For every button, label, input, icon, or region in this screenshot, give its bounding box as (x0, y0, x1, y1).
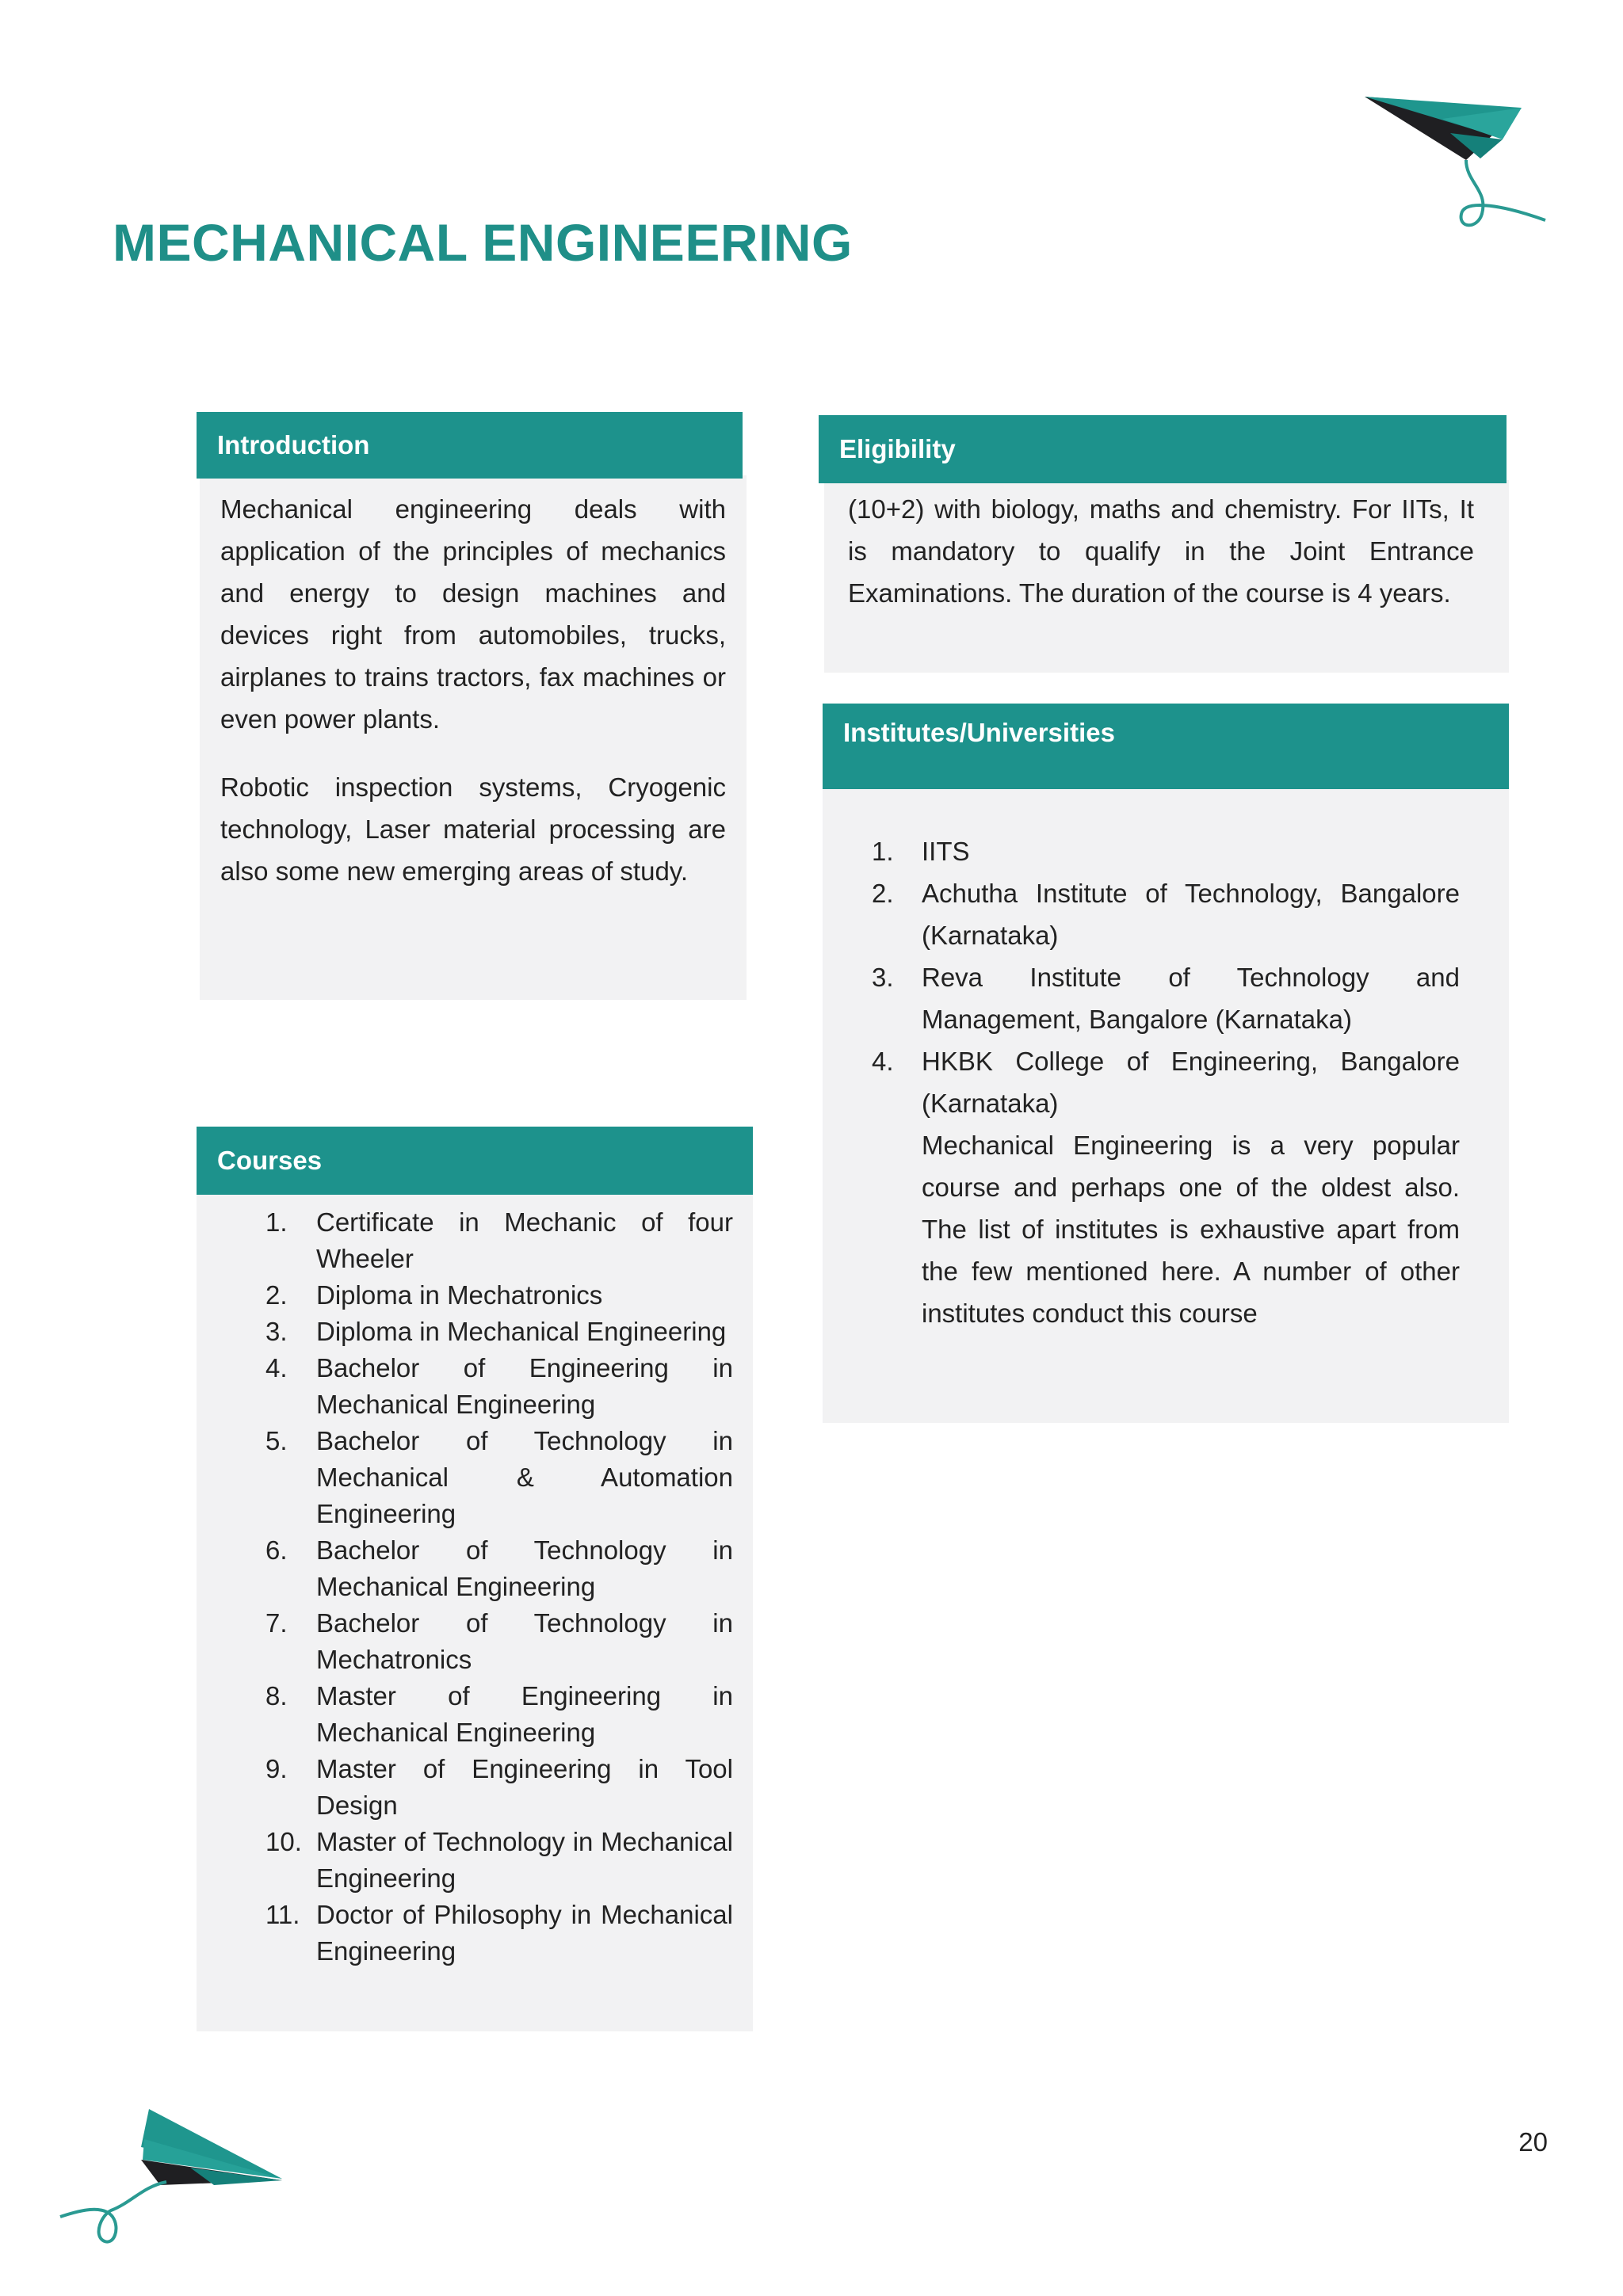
introduction-text (220, 488, 726, 892)
list-item: 8. Master of Engineering in Mechanical Engineering (265, 1681, 733, 1747)
list-item: 7. Bachelor of Technology in Mechatronics (265, 1608, 733, 1674)
institutes-note: Mechanical Engineering is a very popular course and perhaps one of the oldest also. The list of institutes is exhaustive apart from the few mentioned here. A number of other institutes conduct this course (922, 1131, 1460, 1328)
list-item: 11. Doctor of Philosophy in Mechanical Engineering (265, 1900, 733, 1966)
list-item: 3. Diploma in Mechanical Engineering (265, 1317, 727, 1346)
page-title: MECHANICAL ENGINEERING (113, 213, 853, 272)
list-item: 10. Master of Technology in Mechanical Engineering (265, 1827, 733, 1893)
page-number: 20 (1518, 2127, 1548, 2157)
introduction-heading: Introduction (197, 412, 743, 479)
list-item: 9. Master of Engineering in Tool Design (265, 1754, 733, 1820)
courses-content (265, 1204, 733, 1970)
list-item: 1. Certificate in Mechanic of four Wheeler (265, 1207, 733, 1273)
institutes-list (872, 830, 1460, 1124)
list-item: 2. Diploma in Mechatronics (265, 1280, 603, 1310)
list-item: 2. Achutha Institute of Technology, Bangalore (Karnataka) (872, 879, 1460, 950)
list-item: 4. HKBK College of Engineering, Bangalore (Karnataka) (872, 1047, 1460, 1118)
list-item: 1. IITS (872, 837, 970, 866)
introduction-paragraph: Robotic inspection systems, Cryogenic technology, Laser material processing are also some new emerging areas of study. (220, 772, 726, 886)
institutes-content (872, 830, 1460, 1334)
paper-plane-icon (1347, 87, 1569, 238)
list-item: 5. Bachelor of Technology in Mechanical & Automation Engineering (265, 1426, 733, 1528)
courses-heading: Courses (197, 1127, 753, 1195)
list-item: 3. Reva Institute of Technology and Management, Bangalore (Karnataka) (872, 963, 1460, 1034)
eligibility-text: (10+2) with biology, maths and chemistry. For IITs, It is mandatory to qualify in the Joint Entrance Examinations. The duration of the course is 4 years. (848, 494, 1474, 608)
courses-list (265, 1204, 733, 1970)
institutes-heading: Institutes/Universities (823, 704, 1509, 789)
paper-plane-icon (55, 2092, 293, 2258)
eligibility-heading: Eligibility (819, 415, 1507, 483)
list-item: 6. Bachelor of Technology in Mechanical Engineering (265, 1535, 733, 1601)
introduction-paragraph: Mechanical engineering deals with application of the principles of mechanics and energy to design machines and devices right from automobiles, trucks, airplanes to trains tractors, fax machines or even power plants. (220, 494, 726, 734)
list-item: 4. Bachelor of Engineering in Mechanical Engineering (265, 1353, 733, 1419)
